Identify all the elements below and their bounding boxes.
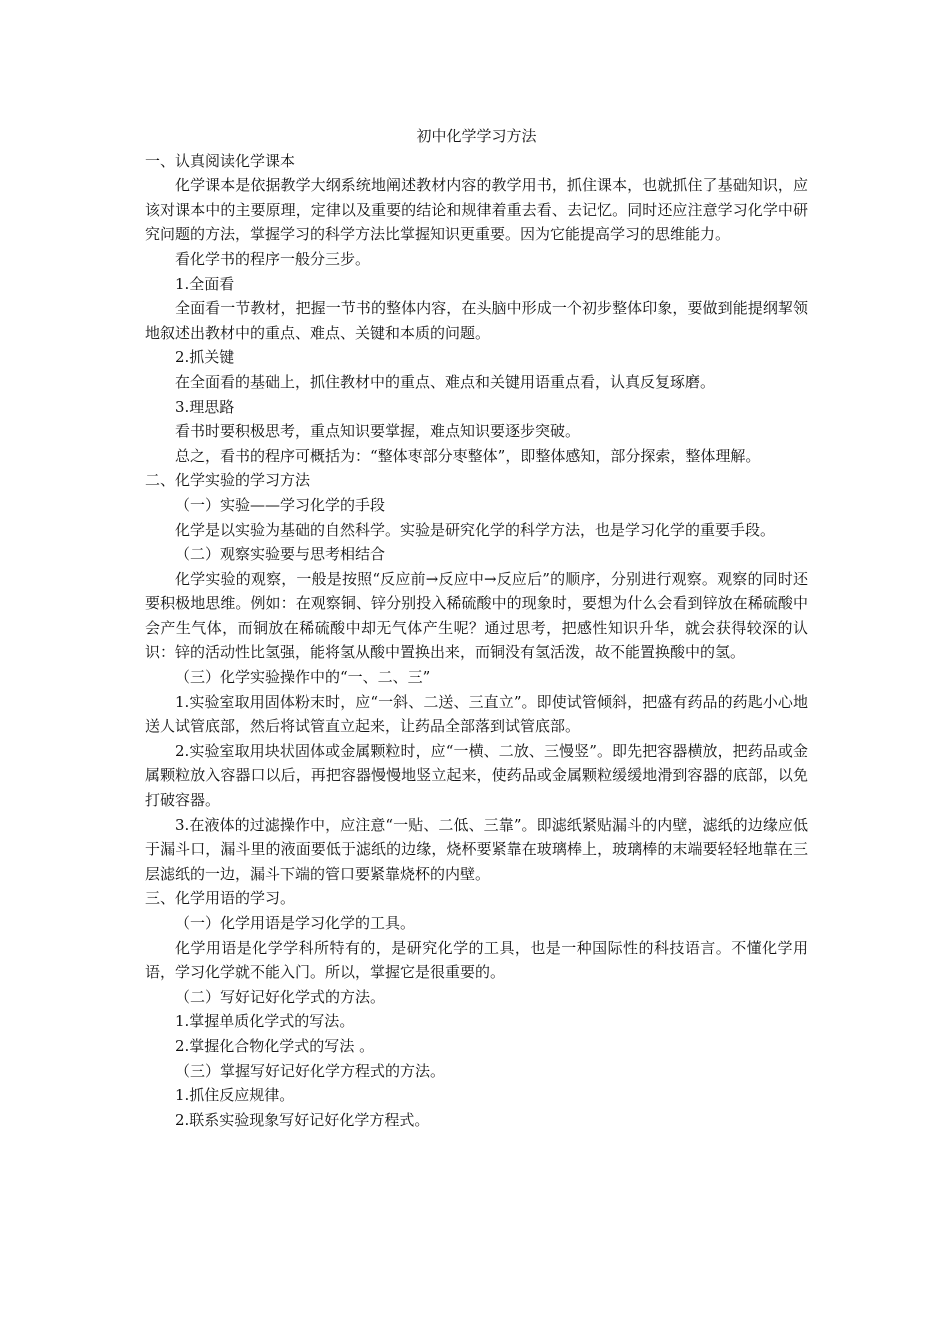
paragraph: 2.掌握化合物化学式的写法 。: [175, 1036, 375, 1055]
paragraph: 化学课本是依据教学大纲系统地阐述教材内容的教学用书，抓住课本，也就抓住了基础知识，应该对课本中的主要原理，定律以及重要的结论和规律着重去看、去记忆。同时还应注意学习化学中研究问题的方法，掌握学习的科学方法比掌握知识更重要。因为它能提高学习的思维能力。: [145, 176, 808, 244]
paragraph: 化学是以实验为基础的自然科学。实验是研究化学的科学方法，也是学习化学的重要手段。: [175, 520, 776, 539]
paragraph: 1.全面看: [175, 274, 235, 293]
paragraph: 1.掌握单质化学式的写法。: [175, 1012, 355, 1031]
paragraph: 看书时要积极思考，重点知识要掌握，难点知识要逐步突破。: [175, 422, 581, 441]
document-body: [145, 124, 808, 1132]
paragraph: 看化学书的程序一般分三步。: [175, 249, 371, 268]
document-title: 初中化学学习方法: [416, 127, 537, 145]
subsection-heading: （一）实验——学习化学的手段: [175, 495, 386, 514]
subsection-heading: （一）化学用语是学习化学的工具。: [175, 914, 416, 932]
section-heading: 二、化学实验的学习方法: [145, 471, 311, 490]
paragraph: 化学实验的观察，一般是按照“反应前→反应中→反应后”的顺序，分别进行观察。观察的同时还要积极地思维。例如：在观察铜、锌分别投入稀硫酸中的现象时，要想为什么会看到锌放在稀硫酸中会产生气体，而铜放在稀硫酸中却无气体产生呢？通过思考，把感性知识升华，就会获得较深的认识：锌的活动性比氢强，能将氢从酸中置换出来，而铜没有氢活泼，故不能置换酸中的氢。: [145, 569, 808, 662]
subsection-heading: （二）写好记好化学式的方法。: [175, 987, 386, 1006]
paragraph: 3.在液体的过滤操作中，应注意“一贴、二低、三靠”。即滤纸紧贴漏斗的内壁，滤纸的边缘应低于漏斗口，漏斗里的液面要低于滤纸的边缘，烧杯要紧靠在玻璃棒上，玻璃棒的末端要轻轻地靠在三层滤纸的一边，漏斗下端的管口要紧靠烧杯的内壁。: [145, 815, 808, 883]
paragraph: 2.联系实验现象写好记好化学方程式。: [175, 1110, 430, 1129]
subsection-heading: （二）观察实验要与思考相结合: [175, 545, 386, 564]
subsection-heading: （三）掌握写好记好化学方程式的方法。: [175, 1061, 446, 1080]
document-blocks: [145, 149, 808, 1133]
paragraph: 3.理思路: [175, 397, 235, 416]
section-heading: 三、化学用语的学习。: [145, 889, 296, 908]
paragraph: 全面看一节教材，把握一节书的整体内容，在头脑中形成一个初步整体印象，要做到能提纲挈领地叙述出教材中的重点、难点、关键和本质的问题。: [145, 299, 808, 342]
paragraph: 在全面看的基础上，抓住教材中的重点、难点和关键用语重点看，认真反复琢磨。: [175, 372, 716, 391]
paragraph: 1.实验室取用固体粉末时，应“一斜、二送、三直立”。即使试管倾斜，把盛有药品的药匙小心地送人试管底部，然后将试管直立起来，让药品全部落到试管底部。: [145, 692, 808, 736]
subsection-heading: （三）化学实验操作中的“一、二、三”: [175, 668, 431, 687]
section-heading: 一、认真阅读化学课本: [145, 151, 296, 170]
paragraph: 2.实验室取用块状固体或金属颗粒时，应“一横、二放、三慢竖”。即先把容器横放，把药品或金属颗粒放入容器口以后，再把容器慢慢地竖立起来，使药品或金属颗粒缓缓地滑到容器的底部，以免打破容器。: [145, 741, 808, 810]
paragraph: 总之，看书的程序可概括为：“整体枣部分枣整体”，即整体感知，部分探索，整体理解。: [175, 446, 761, 465]
paragraph: 2.抓关键: [175, 348, 235, 367]
paragraph: 1.抓住反应规律。: [175, 1086, 295, 1105]
paragraph: 化学用语是化学学科所特有的，是研究化学的工具，也是一种国际性的科技语言。不懂化学用语，学习化学就不能入门。所以，掌握它是很重要的。: [145, 938, 808, 982]
